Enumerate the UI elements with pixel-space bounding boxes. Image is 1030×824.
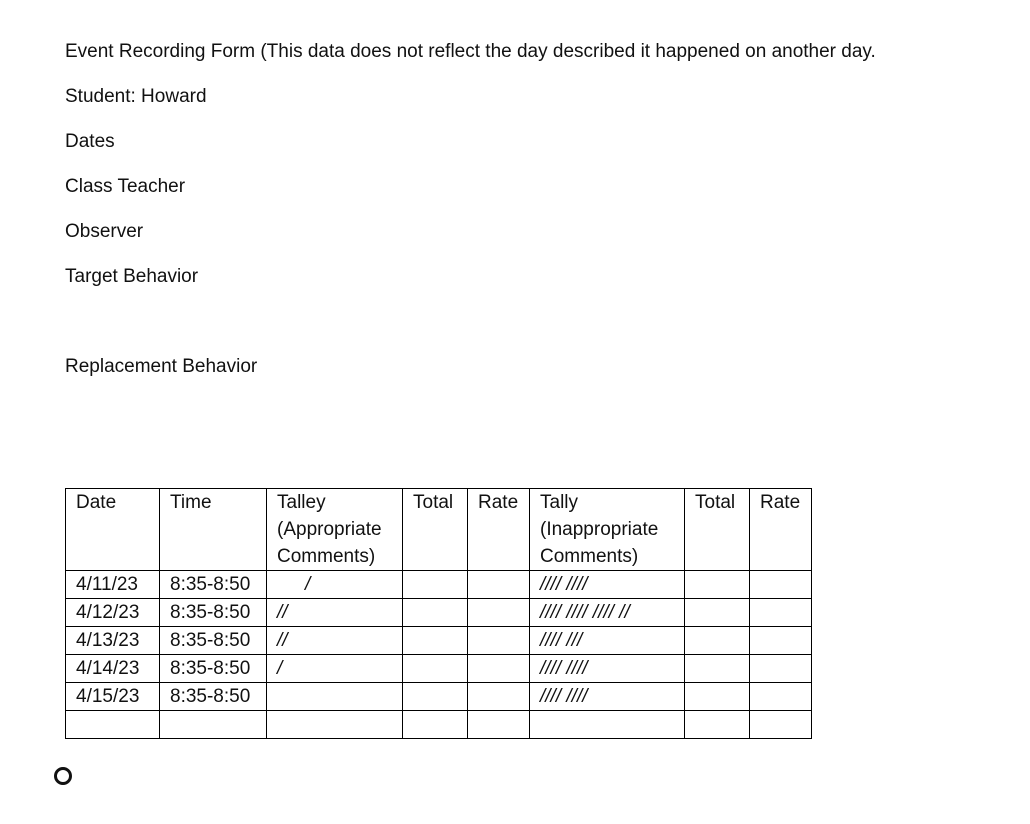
table-row	[66, 683, 812, 711]
cell-time: 8:35-8:50	[160, 655, 267, 683]
cell-total	[403, 599, 468, 627]
table-row	[66, 599, 812, 627]
cell-time: 8:35-8:50	[160, 599, 267, 627]
table-row	[66, 655, 812, 683]
cell-tally-inappropriate: //// ////	[530, 683, 685, 711]
cell-total	[685, 683, 750, 711]
cell-total	[403, 711, 468, 739]
observer-label: Observer	[65, 221, 144, 242]
cell-total	[403, 655, 468, 683]
cell-rate	[468, 627, 530, 655]
target-behavior-label: Target Behavior	[65, 266, 199, 287]
cell-rate	[468, 711, 530, 739]
cell-time: 8:35-8:50	[160, 571, 267, 599]
cell-tally-inappropriate: //// ///	[530, 627, 685, 655]
student-label: Student: Howard	[65, 86, 207, 107]
cell-tally-inappropriate: //// ////	[530, 655, 685, 683]
cell-tally-appropriate: //	[267, 627, 403, 655]
header-rate: Rate	[750, 489, 812, 571]
cell-total	[685, 571, 750, 599]
dates-label: Dates	[65, 131, 115, 152]
cell-tally-appropriate	[267, 711, 403, 739]
cell-rate	[750, 683, 812, 711]
cell-tally-appropriate: /	[267, 571, 403, 599]
cell-tally-appropriate: /	[267, 655, 403, 683]
cell-total	[403, 683, 468, 711]
replacement-behavior-label: Replacement Behavior	[65, 356, 258, 377]
table-header-row	[66, 489, 812, 571]
cell-date: 4/13/23	[66, 627, 160, 655]
cell-date: 4/15/23	[66, 683, 160, 711]
header-total: Total	[685, 489, 750, 571]
cell-rate	[750, 627, 812, 655]
header-tally-inappropriate: Tally (Inappropriate Comments)	[530, 489, 685, 571]
cell-tally-appropriate: //	[267, 599, 403, 627]
table-row	[66, 571, 812, 599]
cell-date: 4/12/23	[66, 599, 160, 627]
cell-date: 4/14/23	[66, 655, 160, 683]
cell-total	[403, 571, 468, 599]
cell-tally-appropriate	[267, 683, 403, 711]
header-tally-appropriate: Talley (Appropriate Comments)	[267, 489, 403, 571]
header-rate: Rate	[468, 489, 530, 571]
cell-total	[685, 711, 750, 739]
cell-rate	[468, 571, 530, 599]
cell-rate	[750, 711, 812, 739]
cell-tally-inappropriate: //// //// //// //	[530, 599, 685, 627]
circle-cursor-icon	[54, 767, 72, 785]
table-row	[66, 627, 812, 655]
cell-time	[160, 711, 267, 739]
header-total: Total	[403, 489, 468, 571]
cell-date	[66, 711, 160, 739]
cell-rate	[468, 683, 530, 711]
cell-rate	[750, 599, 812, 627]
cell-total	[685, 627, 750, 655]
cell-total	[403, 627, 468, 655]
form-title: Event Recording Form (This data does not reflect the day described it happened on another day.	[65, 41, 876, 62]
header-time: Time	[160, 489, 267, 571]
cell-rate	[750, 655, 812, 683]
class-teacher-label: Class Teacher	[65, 176, 186, 197]
cell-rate	[468, 655, 530, 683]
cell-rate	[468, 599, 530, 627]
cell-total	[685, 599, 750, 627]
cell-tally-inappropriate	[530, 711, 685, 739]
cell-tally-inappropriate: //// ////	[530, 571, 685, 599]
event-recording-table	[65, 488, 812, 739]
cell-time: 8:35-8:50	[160, 627, 267, 655]
cell-date: 4/11/23	[66, 571, 160, 599]
table-row	[66, 711, 812, 739]
header-date: Date	[66, 489, 160, 571]
cell-time: 8:35-8:50	[160, 683, 267, 711]
cell-rate	[750, 571, 812, 599]
cell-total	[685, 655, 750, 683]
